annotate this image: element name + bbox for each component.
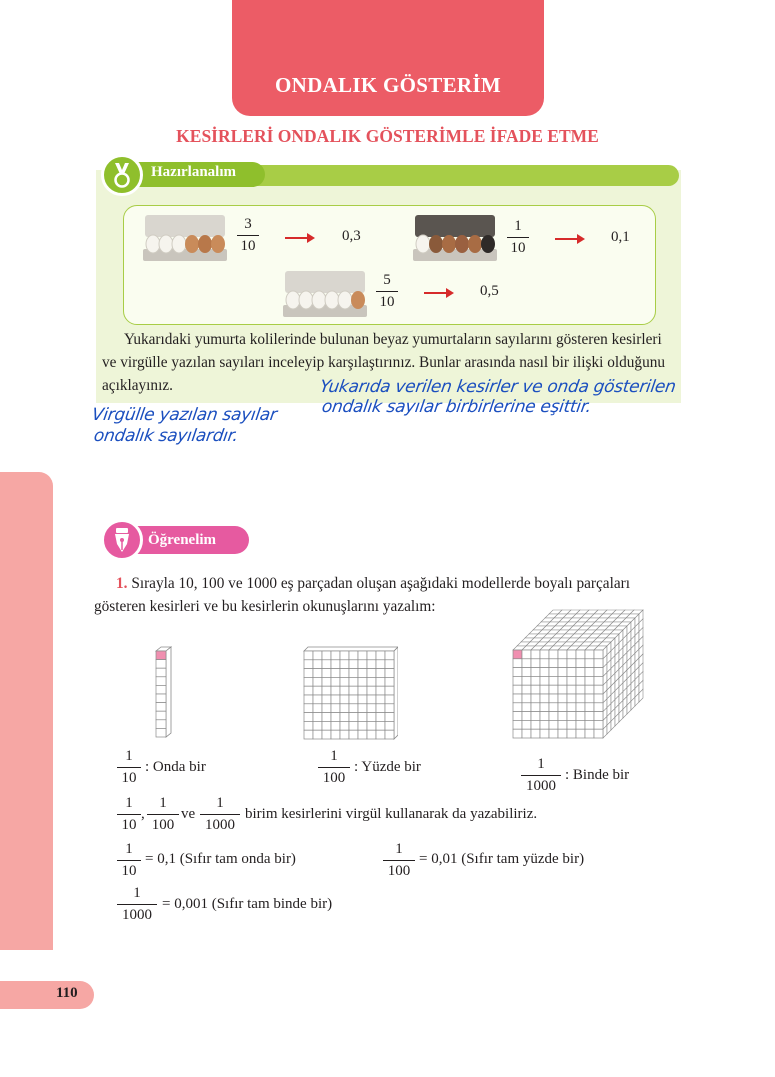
model-cell [594,720,603,729]
model-cell [349,704,358,713]
model-cell [549,720,558,729]
model-cell [594,703,603,712]
model-cell [585,676,594,685]
model-cell [567,676,576,685]
model-cell [358,695,367,704]
model-cell [558,712,567,721]
model-cell [331,651,340,660]
model-cell [340,669,349,678]
model-cell [156,703,166,712]
model-cell [322,686,331,695]
model-cell [567,659,576,668]
model-cell [156,668,166,677]
model-cell [385,677,394,686]
model-cell [513,668,522,677]
model-cell [594,694,603,703]
model-cell [576,659,585,668]
model-cell [331,677,340,686]
model-cell [156,720,166,729]
decimal-0-5: 0,5 [480,283,499,299]
model-cell [313,660,322,669]
model-cell [349,669,358,678]
unit-fraction-100: 1 100 [147,795,179,834]
model-cell [313,677,322,686]
model-cell [322,651,331,660]
page-number: 110 [56,985,78,1001]
model-cell [576,694,585,703]
equation-0-01: = 0,01 (Sıfır tam yüzde bir) [419,851,585,867]
model-cell [594,676,603,685]
model-cell [540,712,549,721]
question-text: Sırayla 10, 100 ve 1000 eş parçadan oluşan aşağıdaki modellerde boyalı parçaları gösteren kesirleri ve bu kesirlerin okunuşlarını yazalım: [94,575,630,615]
model-cell [522,659,531,668]
model-cell [558,720,567,729]
arrow-icon [424,292,452,294]
fraction-1-1000-label: 1 1000 [521,756,561,795]
model-cell [156,711,166,720]
model-cell [349,713,358,722]
model-cell [331,721,340,730]
model-cell [513,650,522,659]
decimal-0-3: 0,3 [342,228,361,244]
model-cell [340,686,349,695]
reading-onda-bir: : Onda bir [145,759,206,775]
model-cell [531,685,540,694]
model-cell [576,720,585,729]
model-cell [367,704,376,713]
model-cell [349,677,358,686]
model-cell [385,730,394,739]
model-cell [331,730,340,739]
model-cell [304,669,313,678]
model-cell [522,694,531,703]
model-cell [358,651,367,660]
model-cell [549,712,558,721]
model-cell [376,713,385,722]
equation-0-1: = 0,1 (Sıfır tam onda bir) [145,851,296,867]
model-cell [594,650,603,659]
model-cell [358,730,367,739]
model-cell [331,695,340,704]
model-cell [331,713,340,722]
model-cell [322,704,331,713]
model-cell [156,694,166,703]
model-cell [540,729,549,738]
model-cell [513,729,522,738]
question-number: 1. [116,575,128,592]
model-cell [331,660,340,669]
model-cell [385,686,394,695]
model-cell [376,669,385,678]
model-cell [349,721,358,730]
model-cell [567,729,576,738]
model-cell [385,704,394,713]
model-thousandths-cube [511,608,645,742]
model-cell [376,730,385,739]
model-cell [558,703,567,712]
model-cell [540,694,549,703]
model-cell [540,668,549,677]
model-cell [367,660,376,669]
model-cell [522,720,531,729]
model-cell [385,669,394,678]
equation-fraction-1000: 1 1000 [117,885,157,924]
unit-fraction-10: 1 10 [117,795,141,834]
model-cell [358,660,367,669]
model-cell [385,651,394,660]
model-cell [156,651,166,660]
model-cell [304,686,313,695]
model-cell [349,651,358,660]
model-cell [522,685,531,694]
model-cell [385,713,394,722]
model-cell [358,669,367,678]
learn-section-title: Öğrenelim [148,532,217,548]
model-cell [156,677,166,686]
model-cell [585,703,594,712]
model-cell [558,676,567,685]
model-cell [540,720,549,729]
model-cell [322,660,331,669]
model-cell [513,694,522,703]
model-cell [585,720,594,729]
prep-section-title: Hazırlanalım [151,164,236,180]
model-cell [531,676,540,685]
model-cell [313,713,322,722]
model-cell [567,685,576,694]
handwritten-answer-line-2: ondalık sayılar birbirlerine eşittir. [320,397,593,417]
model-cell [585,694,594,703]
egg-carton-3 [281,269,369,319]
model-cell [576,650,585,659]
model-cell [358,713,367,722]
model-cell [358,704,367,713]
model-cell [567,694,576,703]
model-cell [540,659,549,668]
model-cell [304,651,313,660]
separator-comma: , [141,806,145,822]
model-cell [367,651,376,660]
model-cell [594,729,603,738]
model-cell [522,712,531,721]
model-cell [540,676,549,685]
model-cell [313,651,322,660]
decimal-0-1: 0,1 [611,229,630,245]
model-hundredths-flat [302,645,398,741]
model-cell [540,685,549,694]
model-cell [322,695,331,704]
model-cell [522,668,531,677]
model-cell [349,686,358,695]
handwritten-note-line-2: ondalık sayılardır. [92,426,240,446]
model-cell [558,668,567,677]
model-cell [531,668,540,677]
model-cell [522,703,531,712]
model-cell [558,685,567,694]
model-cell [340,660,349,669]
reading-binde-bir: : Binde bir [565,767,630,783]
handwritten-answer-line-1: Yukarıda verilen kesirler ve onda gösterilen [318,377,677,397]
model-cell [585,659,594,668]
model-cell [549,703,558,712]
equation-0-001: = 0,001 (Sıfır tam binde bir) [162,896,333,912]
model-cell [558,729,567,738]
unit-fraction-1000: 1 1000 [200,795,240,834]
model-cell [313,730,322,739]
model-cell [549,659,558,668]
model-cell [558,694,567,703]
prep-question: Yukarıdaki yumurta kolilerinde bulunan beyaz yumurtaların sayılarını gösteren kesirleri ve virgülle yazılan sayıları inceleyip karşılaştırınız. Bunlar arasında nasıl bir ilişki olduğunu açıklayınız. [102,331,666,394]
pen-nib-icon [101,519,143,561]
model-cell [531,650,540,659]
model-cell [322,721,331,730]
model-cell [322,677,331,686]
model-cell [576,668,585,677]
chapter-title-tab [232,0,544,116]
model-cell [531,712,540,721]
model-cell [313,721,322,730]
model-cell [358,686,367,695]
model-cell [367,730,376,739]
model-cell [156,660,166,669]
model-cell [531,729,540,738]
model-cell [156,685,166,694]
model-cell [349,730,358,739]
model-cell [304,713,313,722]
model-cell [313,704,322,713]
model-cell [385,660,394,669]
section-subtitle: KESİRLERİ ONDALIK GÖSTERİMLE İFADE ETME [176,126,599,146]
model-cell [531,659,540,668]
model-cell [367,721,376,730]
fraction-1-10-label: 1 10 [117,748,141,787]
model-cell [540,703,549,712]
model-cell [531,703,540,712]
model-cell [322,713,331,722]
model-cell [585,650,594,659]
separator-ve: ve [181,806,196,822]
model-cell [585,668,594,677]
model-cell [367,686,376,695]
arrow-icon [285,237,313,239]
model-cell [558,650,567,659]
page-number-tab [0,981,94,1009]
model-cell [522,650,531,659]
model-cell [385,695,394,704]
model-cell [313,669,322,678]
model-tenths-rod [150,645,176,741]
medal-icon [101,154,143,196]
model-cell [576,712,585,721]
model-cell [340,677,349,686]
fraction-1-100-label: 1 100 [318,748,350,787]
model-cell [385,721,394,730]
model-cell [594,668,603,677]
model-cell [585,729,594,738]
handwritten-note-line-1: Virgülle yazılan sayılar [90,405,279,425]
model-cell [376,660,385,669]
model-cell [513,712,522,721]
model-cell [367,669,376,678]
model-cell [331,704,340,713]
egg-carton-2 [411,213,499,263]
model-cell [358,721,367,730]
model-cell [376,651,385,660]
model-cell [549,650,558,659]
model-cell [376,686,385,695]
model-cell [340,704,349,713]
model-cell [304,677,313,686]
model-cell [567,668,576,677]
model-cell [322,669,331,678]
model-cell [531,720,540,729]
unit-line-text: birim kesirlerini virgül kullanarak da yazabiliriz. [245,806,538,822]
model-cell [367,695,376,704]
model-cell [522,729,531,738]
model-cell [340,721,349,730]
model-cell [567,650,576,659]
model-cell [304,704,313,713]
model-cell [594,659,603,668]
model-cell [540,650,549,659]
model-cell [358,677,367,686]
model-cell [349,660,358,669]
model-cell [513,659,522,668]
model-cell [331,686,340,695]
side-bar [0,472,53,950]
model-cell [340,651,349,660]
model-cell [594,685,603,694]
model-cell [313,686,322,695]
model-cell [576,703,585,712]
model-cell [367,713,376,722]
model-cell [567,720,576,729]
fraction-3-10: 3 10 [237,216,259,255]
model-cell [558,659,567,668]
model-cell [549,685,558,694]
model-cell [585,685,594,694]
model-cell [576,685,585,694]
model-cell [585,712,594,721]
model-cell [522,676,531,685]
fraction-1-10: 1 10 [507,218,529,257]
model-cell [376,695,385,704]
model-cell [567,703,576,712]
chapter-title: ONDALIK GÖSTERİM [275,73,501,97]
model-cell [322,730,331,739]
model-cell [549,694,558,703]
model-cell [576,676,585,685]
model-cell [313,695,322,704]
model-cell [594,712,603,721]
model-cell [304,695,313,704]
model-cell [340,730,349,739]
equation-fraction-10: 1 10 [117,841,141,880]
model-cell [549,676,558,685]
model-cell [156,728,166,737]
model-cell [513,703,522,712]
model-cell [376,704,385,713]
model-cell [531,694,540,703]
model-cell [304,721,313,730]
model-cell [576,729,585,738]
model-cell [349,695,358,704]
model-cell [549,729,558,738]
model-cell [331,669,340,678]
model-cell [340,695,349,704]
model-cell [376,721,385,730]
model-cell [376,677,385,686]
model-cell [513,676,522,685]
model-cell [340,713,349,722]
fraction-5-10: 5 10 [376,272,398,311]
model-cell [513,720,522,729]
model-cell [304,660,313,669]
egg-carton-1 [141,213,229,263]
arrow-icon [555,238,583,240]
model-cell [367,677,376,686]
equation-fraction-100: 1 100 [383,841,415,880]
model-cell [549,668,558,677]
model-cell [513,685,522,694]
reading-yuzde-bir: : Yüzde bir [354,759,421,775]
model-cell [304,730,313,739]
model-cell [567,712,576,721]
